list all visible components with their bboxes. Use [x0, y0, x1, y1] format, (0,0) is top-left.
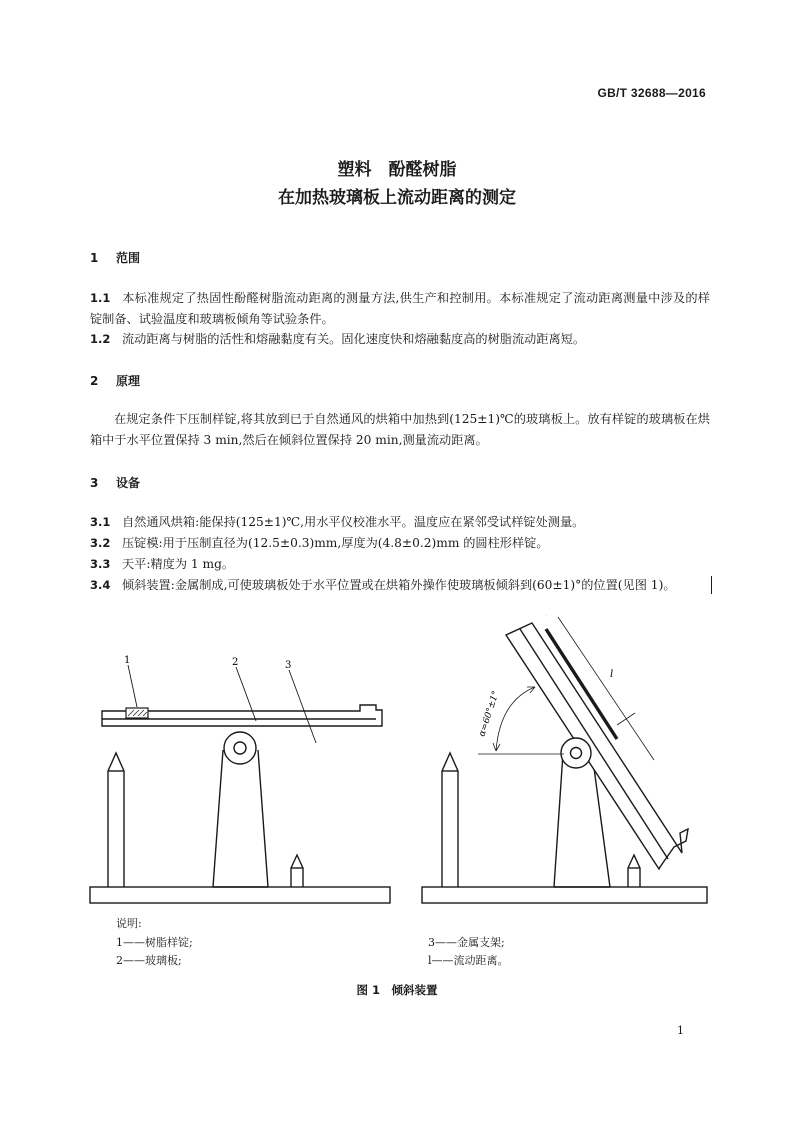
section-title: 原理 — [116, 374, 141, 388]
document-title-line2: 在加热玻璃板上流动距离的测定 — [278, 188, 516, 208]
clause-3-4 — [90, 575, 710, 596]
left-post — [108, 753, 124, 887]
clause-number: 3.2 — [90, 536, 111, 550]
clause-text: 压锭模:用于压制直径为(12.5±0.3)mm,厚度为(4.8±0.2)mm 的圆柱形样锭。 — [122, 536, 549, 550]
right-post — [442, 753, 458, 887]
right-pin — [628, 855, 640, 887]
left-support-frame — [213, 750, 268, 887]
section-number: 3 — [90, 476, 99, 490]
right-glass-plate — [520, 629, 668, 859]
page-number: 1 — [677, 1024, 684, 1037]
principle-paragraph: 在规定条件下压制样锭,将其放到已于自然通风的烘箱中加热到(125±1)℃的玻璃板上。放有样锭的玻璃板在烘箱中于水平位置保持 3 min,然后在倾斜位置保持 20 min,测量流动距离。 — [90, 412, 710, 447]
resin-tablet — [126, 708, 148, 718]
section-title: 设备 — [116, 476, 141, 490]
section-title: 范围 — [116, 251, 141, 265]
legend-item: l——流动距离。 — [428, 954, 509, 967]
flow-distance-label: l — [610, 669, 614, 680]
legend-item: 2——玻璃板; — [116, 954, 182, 967]
callout-leader-3 — [289, 670, 316, 743]
right-tilted-tray — [506, 623, 688, 869]
clause-number: 3.3 — [90, 557, 111, 571]
clause-text: 本标准规定了热固性酚醛树脂流动距离的测量方法,供生产和控制用。本标准规定了流动距离测量中涉及的样锭制备、试验温度和玻璃板倾角等试验条件。 — [90, 291, 710, 326]
right-base-plate — [422, 887, 707, 903]
clause-text: 倾斜装置:金属制成,可使玻璃板处于水平位置或在烘箱外操作使玻璃板倾斜到(60±1)°的位置(见图 1)。 — [122, 578, 676, 592]
section-heading-principle — [90, 372, 140, 389]
standard-number: GB/T 32688—2016 — [597, 86, 706, 100]
tilt-angle-label: α=60°±1° — [477, 689, 502, 738]
clause-text: 自然通风烘箱:能保持(125±1)℃,用水平仪校准水平。温度应在紧邻受试样锭处测量。 — [122, 515, 585, 529]
clause-1-1 — [90, 288, 710, 330]
legend-title: 说明: — [116, 917, 142, 930]
clause-3-3 — [90, 554, 710, 575]
legend-item: 3——金属支架; — [428, 936, 505, 949]
clause-3-1 — [90, 512, 710, 533]
figure-tilting-device — [80, 615, 720, 910]
callout-3-label: 3 — [285, 660, 292, 671]
clause-number: 1.1 — [90, 291, 111, 305]
legend-item: 1——树脂样锭; — [116, 936, 193, 949]
clause-number: 3.4 — [90, 578, 111, 592]
revision-bar — [711, 576, 712, 594]
angle-arc — [496, 687, 535, 751]
section-heading-scope — [90, 249, 140, 266]
clause-number: 3.1 — [90, 515, 111, 529]
document-title-line1: 塑料 酚醛树脂 — [337, 160, 457, 180]
section-number: 2 — [90, 374, 99, 388]
callout-2-label: 2 — [232, 657, 239, 668]
clause-text: 流动距离与树脂的活性和熔融黏度有关。固化速度快和熔融黏度高的树脂流动距离短。 — [122, 332, 586, 346]
callout-1-label: 1 — [124, 655, 131, 666]
figure-caption: 图 1 倾斜装置 — [356, 983, 438, 997]
section-number: 1 — [90, 251, 99, 265]
left-base-plate — [90, 887, 390, 903]
clause-number: 1.2 — [90, 332, 111, 346]
left-pin — [291, 855, 303, 887]
clause-1-2 — [90, 329, 710, 350]
section-heading-apparatus — [90, 474, 140, 491]
clause-3-2 — [90, 533, 710, 554]
callout-leader-1 — [128, 665, 137, 707]
clause-text: 天平:精度为 1 mg。 — [122, 557, 235, 571]
